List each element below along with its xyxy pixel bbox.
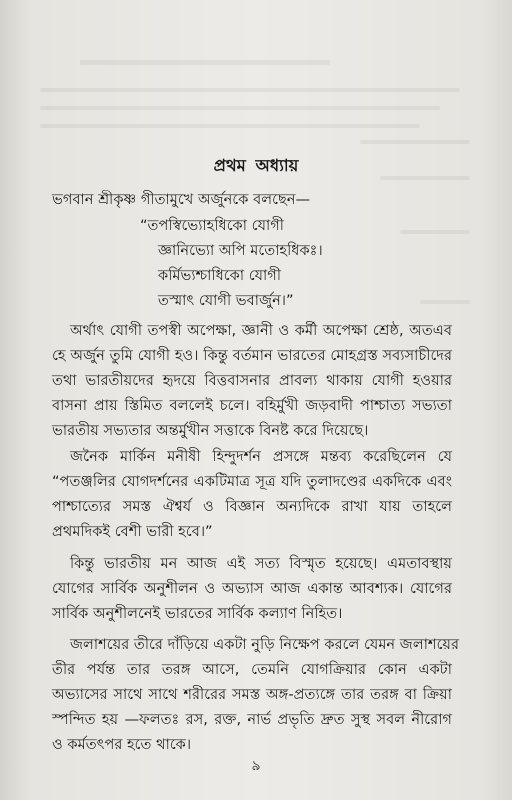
paragraph-line: তীর পর্যন্ত তার তরঙ্গ আসে, তেমনি যোগক্রিয়ার কোন একটা: [52, 661, 452, 678]
verse-line: “তপস্বিভ্যোহধিকো যোগী: [140, 217, 284, 234]
page-number: ৯: [251, 758, 261, 774]
paragraph-line: পাশ্চাত্যের সমস্ত ঐশ্বর্য ও বিজ্ঞান অন্যদিকে রাখা যায় তাহলে: [52, 498, 452, 515]
paragraph-line: বাসনা প্রায় স্তিমিত বললেই চলে। বহির্মুখী জড়বাদী পাশ্চাত্য সভ্যতা: [52, 397, 452, 414]
chapter-title: প্রথম অধ্যায়: [213, 156, 299, 175]
intro-line: ভগবান শ্রীকৃষ্ণ গীতামুখে অর্জুনকে বলছেন—: [52, 191, 311, 208]
paragraph-line: সার্বিক অনুশীলনেই ভারতের সার্বিক কল্যাণ নিহিত।: [52, 605, 343, 622]
paragraph-line: “পতঞ্জলির যোগদর্শনের একটিমাত্র সূত্র যদি তুলাদণ্ডের একদিকে এবং: [52, 473, 452, 490]
paragraph-line: ও কর্মতৎপর হতে থাকে।: [52, 736, 192, 753]
paragraph-line: স্পন্দিত হয় —ফলতঃ রস, রক্ত, নার্ভ প্রভৃতি দ্রুত সুস্থ সবল নীরোগ: [52, 711, 452, 728]
paragraph-line: প্রথমদিকই বেশী ভারী হবে।”: [52, 523, 213, 540]
paragraph-line: কিন্তু ভারতীয় মন আজ এই সত্য বিস্মৃত হয়েছে। এমতাবস্থায়: [70, 555, 452, 572]
paragraph-line: যোগের সার্বিক অনুশীলন ও অভ্যাস আজ একান্ত আবশ্যক। যোগের: [52, 580, 452, 597]
verse-line: জ্ঞানিভ্যো অপি মতোহধিকঃ।: [158, 242, 323, 259]
paragraph-line: অভ্যাসের সাথে সাথে শরীরের সমস্ত অঙ্গ-প্রত্যঙ্গে তার তরঙ্গ বা ক্রিয়া: [52, 686, 452, 703]
paragraph-line: জনৈক মার্কিন মনীষী হিন্দুদর্শন প্রসঙ্গে মন্তব্য করেছিলেন যে: [70, 448, 452, 465]
paragraph-line: অর্থাৎ যোগী তপস্বী অপেক্ষা, জ্ঞানী ও কর্মী অপেক্ষা শ্রেষ্ঠ, অতএব: [70, 322, 452, 339]
paragraph-line: জলাশয়ের তীরে দাঁড়িয়ে একটা নুড়ি নিক্ষেপ করলে যেমন জলাশয়ের: [70, 636, 460, 653]
paragraph-line: তথা ভারতীয়দের হৃদয়ে বিত্তবাসনার প্রাবল্য থাকায় যোগী হওয়ার: [52, 372, 452, 389]
verse-line: কর্মিভ্যশ্চাধিকো যোগী: [158, 267, 282, 284]
paragraph-line: হে অর্জুন তুমি যোগী হও। কিন্তু বর্তমান ভারতের মোহগ্রস্ত সব্যসাচীদের: [52, 347, 452, 364]
verse-line: তস্মাৎ যোগী ভবার্জুন।”: [158, 292, 294, 309]
paragraph-line: ভারতীয় সভ্যতার অন্তর্মুখীন সত্তাকে বিনষ্ট করে দিয়েছে।: [52, 422, 369, 439]
